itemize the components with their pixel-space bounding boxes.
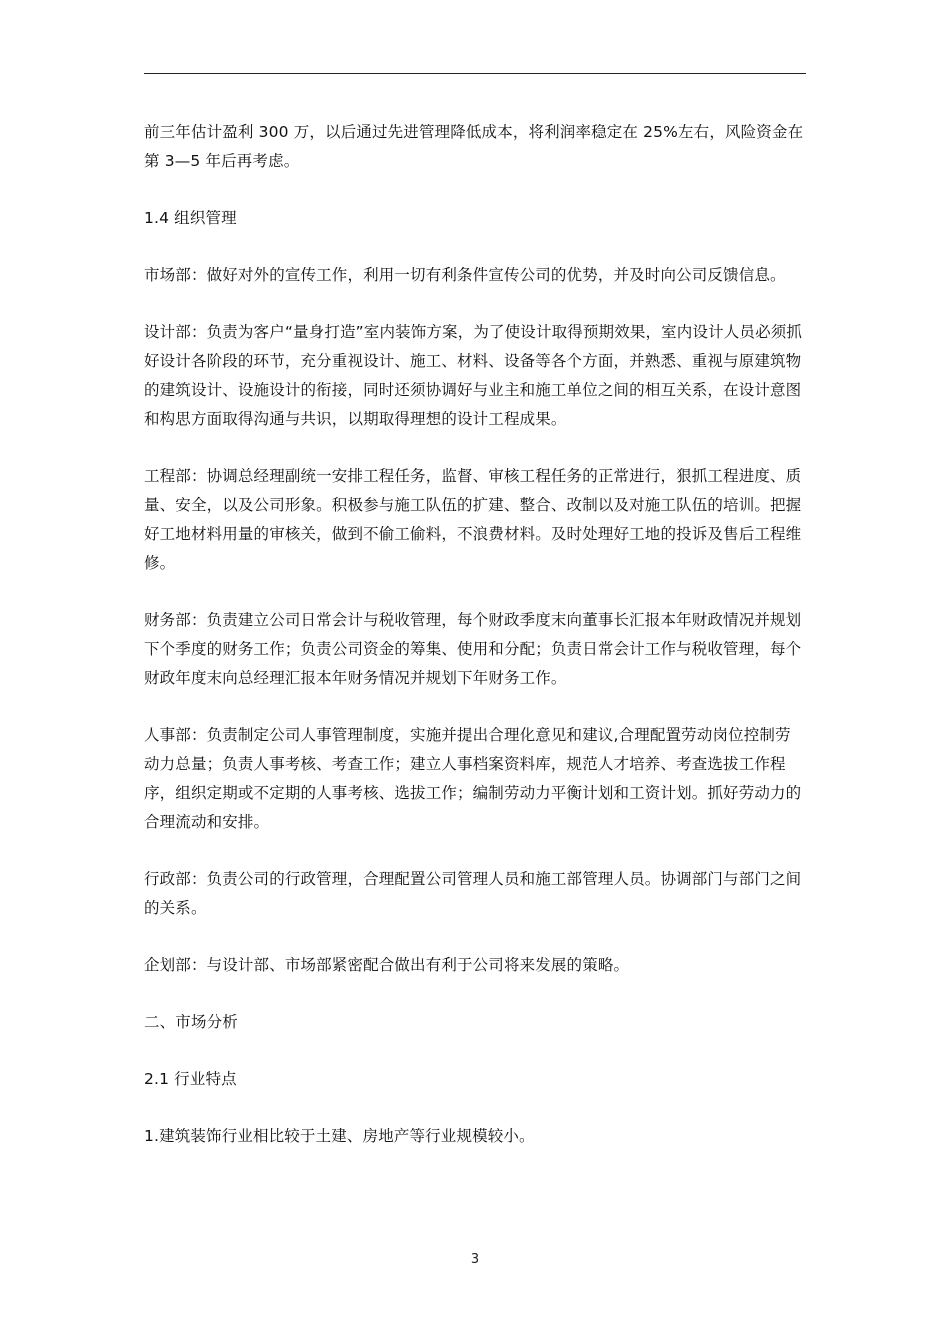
paragraph-admin-dept: 行政部：负责公司的行政管理，合理配置公司管理人员和施工部管理人员。协调部门与部门之间的关系。: [144, 870, 802, 917]
heading-market-analysis: 二、市场分析: [144, 1013, 238, 1031]
paragraph-profit-estimate: 前三年估计盈利 300 万，以后通过先进管理降低成本，将利润率稳定在 25%左右，风险资金在第 3—5 年后再考虑。: [144, 123, 804, 170]
paragraph-engineering-dept: 工程部：协调总经理副统一安排工程任务，监督、审核工程任务的正常进行，狠抓工程进度、质量、安全，以及公司形象。积极参与施工队伍的扩建、整合、改制以及对施工队伍的培训。把握好工地材料用量的审核关，做到不偷工偷料，不浪费材料。及时处理好工地的投诉及售后工程维修。: [144, 467, 802, 572]
heading-organization-management: 1.4 组织管理: [144, 209, 237, 227]
paragraph-industry-point-1: 1.建筑装饰行业相比较于土建、房地产等行业规模较小。: [144, 1127, 535, 1145]
paragraph-hr-dept: 人事部：负责制定公司人事管理制度，实施并提出合理化意见和建议,合理配置劳动岗位控制劳动力总量；负责人事考核、考查工作；建立人事档案资料库，规范人才培养、考查选拔工作程序，组织定期或不定期的人事考核、选拔工作；编制劳动力平衡计划和工资计划。抓好劳动力的合理流动和安排。: [144, 726, 802, 831]
header-rule: [144, 73, 806, 74]
paragraph-marketing-dept: 市场部：做好对外的宣传工作，利用一切有利条件宣传公司的优势，并及时向公司反馈信息。: [144, 266, 786, 284]
heading-industry-features: 2.1 行业特点: [144, 1070, 237, 1088]
body-text: [144, 118, 806, 1179]
paragraph-planning-dept: 企划部：与设计部、市场部紧密配合做出有利于公司将来发展的策略。: [144, 956, 630, 974]
paragraph-finance-dept: 财务部：负责建立公司日常会计与税收管理，每个财政季度末向董事长汇报本年财政情况并规划下个季度的财务工作；负责公司资金的筹集、使用和分配；负责日常会计工作与税收管理，每个财政年度末向总经理汇报本年财务情况并规划下年财务工作。: [144, 611, 802, 687]
page-number: 3: [470, 1252, 480, 1267]
paragraph-design-dept: 设计部：负责为客户“量身打造”室内装饰方案，为了使设计取得预期效果，室内设计人员必须抓好设计各阶段的环节，充分重视设计、施工、材料、设备等各个方面，并熟悉、重视与原建筑物的建筑设计、设施设计的衔接，同时还须协调好与业主和施工单位之间的相互关系，在设计意图和构思方面取得沟通与共识，以期取得理想的设计工程成果。: [144, 323, 803, 428]
